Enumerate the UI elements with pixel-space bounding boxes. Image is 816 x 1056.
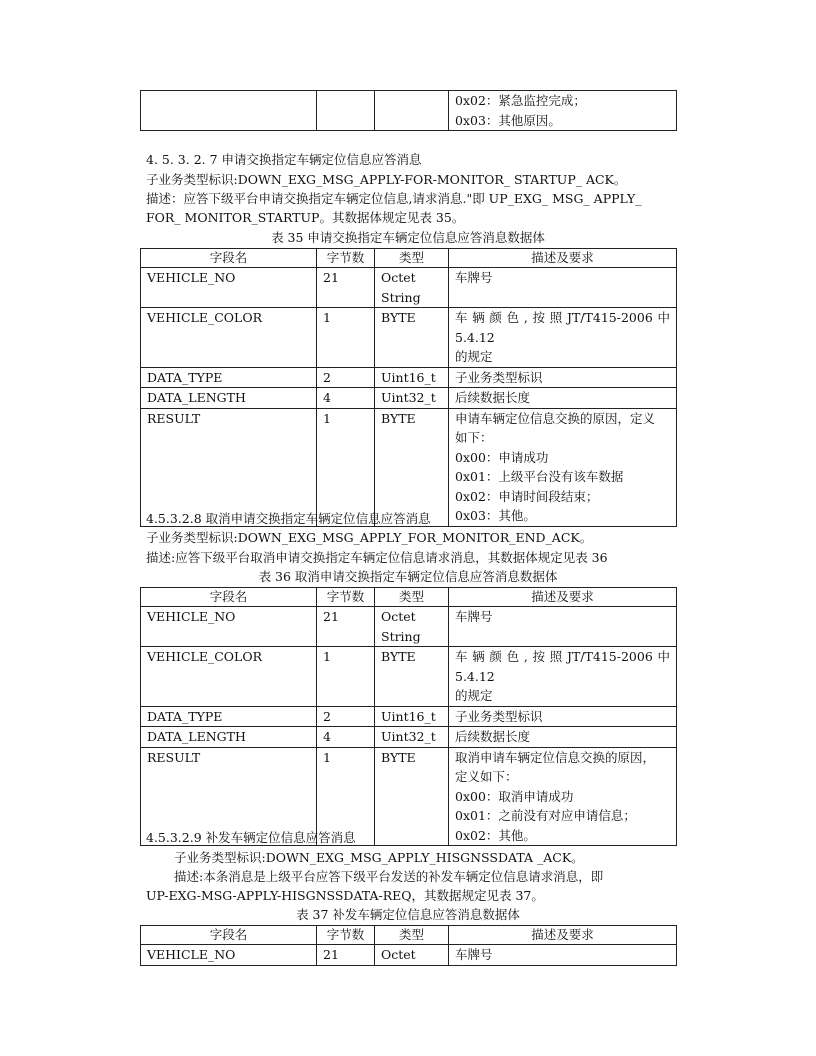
cell-field-name: DATA_LENGTH bbox=[141, 727, 317, 748]
cell-field-name: RESULT bbox=[141, 408, 317, 526]
cell-type bbox=[375, 727, 449, 748]
header-type: 类型 bbox=[375, 926, 449, 945]
table-row bbox=[141, 91, 677, 131]
cell-description-line: 车牌号 bbox=[455, 947, 493, 962]
cell-type-line: Octet bbox=[381, 947, 416, 962]
description-line-2: FOR_ MONITOR_STARTUP。其数据体规定见表 35。 bbox=[146, 210, 465, 225]
table-37-caption: 表 37 补发车辆定位信息应答消息数据体 bbox=[296, 907, 520, 922]
cell-byte-count: 1 bbox=[317, 308, 375, 368]
table-row bbox=[141, 607, 677, 647]
header-byte-count: 字节数 bbox=[317, 926, 375, 945]
cell-type bbox=[375, 388, 449, 409]
description-line-1: 描述：应答下级平台申请交换指定车辆定位信息,请求消息."即 UP_EXG_ MSG_ APPLY_ bbox=[146, 191, 642, 206]
cell-description-line: 车牌号 bbox=[455, 270, 493, 285]
cell-description-line: 如下： bbox=[455, 430, 493, 445]
header-byte-count: 字节数 bbox=[317, 249, 375, 268]
cell-description-line: 0x00：取消申请成功 bbox=[455, 788, 574, 804]
cell-description-line: 定义如下： bbox=[455, 769, 518, 784]
header-description: 描述及要求 bbox=[449, 588, 677, 607]
cell-byte-count: 21 bbox=[317, 945, 375, 966]
table-row bbox=[141, 268, 677, 308]
cell-type bbox=[375, 308, 449, 368]
cell-description bbox=[449, 308, 677, 368]
header-byte-count: 字节数 bbox=[317, 588, 375, 607]
cell-description-line: 0x02：其他。 bbox=[455, 827, 536, 843]
cell-type-line: String bbox=[381, 628, 421, 644]
cell-type bbox=[375, 607, 449, 647]
cell-byte-count bbox=[317, 91, 375, 131]
cell-byte-count: 4 bbox=[317, 388, 375, 409]
cell-description-line: 车牌号 bbox=[455, 609, 493, 624]
cell-type bbox=[375, 706, 449, 727]
cell-field-name: DATA_TYPE bbox=[141, 367, 317, 388]
cell-field-name: VEHICLE_NO bbox=[141, 945, 317, 966]
cell-field-name: VEHICLE_NO bbox=[141, 268, 317, 308]
cell-type bbox=[375, 367, 449, 388]
cell-type-line: Uint32_t bbox=[381, 729, 436, 744]
cell-type-line: Octet bbox=[381, 270, 416, 285]
cell-byte-count: 1 bbox=[317, 408, 375, 526]
table-row bbox=[141, 945, 677, 966]
table-34-continuation bbox=[140, 90, 677, 131]
cell-description bbox=[449, 727, 677, 748]
cell-description-line: 0x02：申请时间段结束； bbox=[455, 488, 599, 504]
table-37 bbox=[140, 925, 677, 966]
cell-description-line: 0x02：紧急监控完成； bbox=[455, 93, 586, 108]
cell-description-line: 子业务类型标识 bbox=[455, 369, 543, 385]
table-row bbox=[141, 388, 677, 409]
cell-description bbox=[449, 647, 677, 707]
cell-description-line: 的规定 bbox=[455, 349, 493, 364]
cell-description-line: 0x00：申请成功 bbox=[455, 449, 549, 465]
cell-field-name: VEHICLE_NO bbox=[141, 607, 317, 647]
table-row bbox=[141, 647, 677, 707]
table-row bbox=[141, 706, 677, 727]
cell-type-line: BYTE bbox=[381, 649, 416, 664]
header-type: 类型 bbox=[375, 588, 449, 607]
cell-byte-count: 21 bbox=[317, 268, 375, 308]
cell-description-line: 车辆颜色,按照JT/T415-2006中5.4.12 bbox=[455, 310, 670, 345]
cell-description-line: 后续数据长度 bbox=[455, 390, 531, 405]
cell-type-line: Uint16_t bbox=[381, 369, 436, 385]
section-heading-4-5-3-2-8: 4.5.3.2.8 取消申请交换指定车辆定位信息应答消息 bbox=[146, 511, 431, 526]
cell-field-name bbox=[141, 91, 317, 131]
cell-field-name: VEHICLE_COLOR bbox=[141, 647, 317, 707]
cell-type-line: BYTE bbox=[381, 749, 416, 765]
description-line: 描述:应答下级平台取消申请交换指定车辆定位信息请求消息，其数据体规定见表 36 bbox=[146, 550, 608, 565]
cell-type bbox=[375, 945, 449, 966]
cell-type-line: BYTE bbox=[381, 310, 416, 325]
cell-description-line: 车辆颜色,按照JT/T415-2006中5.4.12 bbox=[455, 649, 670, 684]
header-description: 描述及要求 bbox=[449, 926, 677, 945]
cell-byte-count: 2 bbox=[317, 706, 375, 727]
cell-byte-count: 4 bbox=[317, 727, 375, 748]
cell-description-line: 0x01：上级平台没有该车数据 bbox=[455, 469, 624, 484]
cell-description-line: 申请车辆定位信息交换的原因，定义 bbox=[455, 410, 656, 426]
cell-byte-count: 1 bbox=[317, 747, 375, 846]
cell-description-line: 的规定 bbox=[455, 688, 493, 703]
cell-field-name: RESULT bbox=[141, 747, 317, 846]
cell-type bbox=[375, 91, 449, 131]
cell-description bbox=[449, 388, 677, 409]
cell-description-line: 子业务类型标识 bbox=[455, 708, 543, 724]
cell-description-line: 0x01：之前没有对应申请信息； bbox=[455, 808, 636, 823]
cell-type bbox=[375, 647, 449, 707]
cell-type bbox=[375, 268, 449, 308]
cell-description bbox=[449, 945, 677, 966]
cell-description bbox=[449, 91, 677, 131]
cell-description bbox=[449, 268, 677, 308]
table-row bbox=[141, 367, 677, 388]
table-36-caption: 表 36 取消申请交换指定车辆定位信息应答消息数据体 bbox=[258, 569, 558, 584]
header-description: 描述及要求 bbox=[449, 249, 677, 268]
cell-type-line: String bbox=[381, 289, 421, 305]
header-field-name: 字段名 bbox=[141, 926, 317, 945]
table-36 bbox=[140, 587, 677, 846]
cell-type-line: Uint32_t bbox=[381, 390, 436, 405]
cell-type-line: Uint16_t bbox=[381, 708, 436, 724]
cell-type-line: Octet bbox=[381, 609, 416, 624]
cell-description-line: 后续数据长度 bbox=[455, 729, 531, 744]
cell-field-name: DATA_TYPE bbox=[141, 706, 317, 727]
cell-byte-count: 21 bbox=[317, 607, 375, 647]
cell-description bbox=[449, 408, 677, 526]
cell-byte-count: 2 bbox=[317, 367, 375, 388]
subtype-identifier: 子业务类型标识:DOWN_EXG_MSG_APPLY-FOR-MONITOR_ STARTUP_ ACK。 bbox=[146, 172, 627, 187]
table-35 bbox=[140, 248, 677, 527]
header-field-name: 字段名 bbox=[141, 588, 317, 607]
cell-description bbox=[449, 706, 677, 727]
cell-description bbox=[449, 607, 677, 647]
cell-description bbox=[449, 367, 677, 388]
cell-type bbox=[375, 747, 449, 846]
table-35-caption: 表 35 申请交换指定车辆定位信息应答消息数据体 bbox=[271, 230, 545, 245]
cell-field-name: VEHICLE_COLOR bbox=[141, 308, 317, 368]
cell-description bbox=[449, 747, 677, 846]
table-row bbox=[141, 727, 677, 748]
header-field-name: 字段名 bbox=[141, 249, 317, 268]
table-row bbox=[141, 308, 677, 368]
header-type: 类型 bbox=[375, 249, 449, 268]
cell-byte-count: 1 bbox=[317, 647, 375, 707]
cell-description-line: 0x03：其他原因。 bbox=[455, 112, 561, 128]
description-line-2: UP-EXG-MSG-APPLY-HISGNSSDATA-REQ，其数据规定见表 37。 bbox=[146, 888, 544, 903]
cell-field-name: DATA_LENGTH bbox=[141, 388, 317, 409]
cell-type-line: BYTE bbox=[381, 410, 416, 426]
cell-description-line: 取消申请车辆定位信息交换的原因， bbox=[455, 749, 656, 765]
subtype-identifier: 子业务类型标识:DOWN_EXG_MSG_APPLY_FOR_MONITOR_END_ACK。 bbox=[146, 530, 593, 545]
section-heading-4-5-3-2-9: 4.5.3.2.9 补发车辆定位信息应答消息 bbox=[146, 830, 356, 845]
section-heading-4-5-3-2-7: 4. 5. 3. 2. 7 申请交换指定车辆定位信息应答消息 bbox=[146, 152, 422, 167]
subtype-identifier: 子业务类型标识:DOWN_EXG_MSG_APPLY_HISGNSSDATA _ACK。 bbox=[174, 850, 584, 865]
description-line-1: 描述:本条消息是上级平台应答下级平台发送的补发车辆定位信息请求消息，即 bbox=[174, 869, 604, 884]
cell-description-line: 0x03：其他。 bbox=[455, 508, 536, 523]
